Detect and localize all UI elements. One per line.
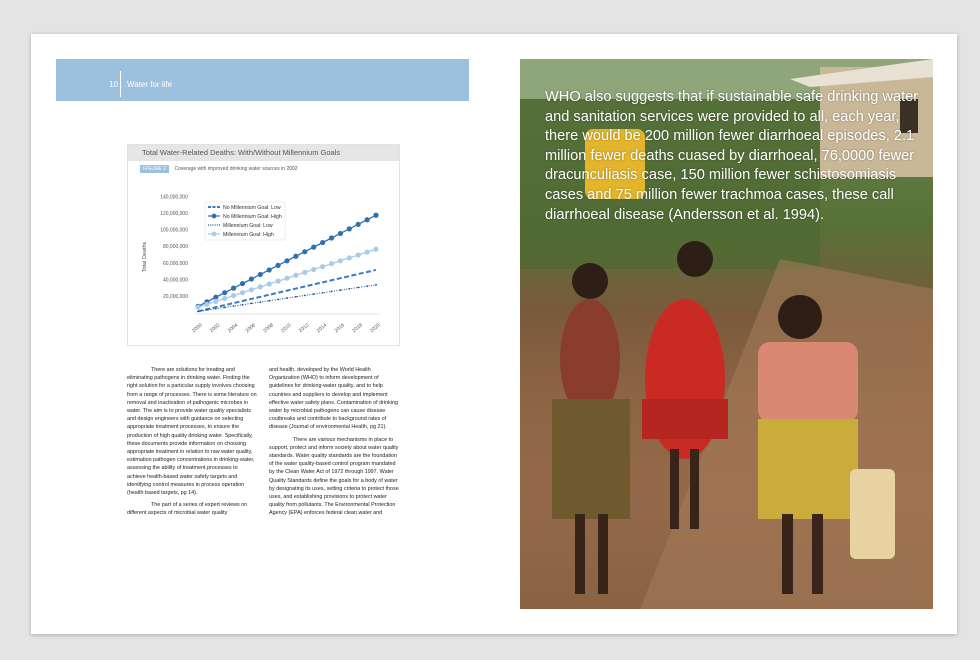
x-tick-label: 2020	[369, 322, 382, 335]
paragraph: The part of a series of expert reviews on different aspects of microbial water quality	[127, 502, 248, 517]
chart-title: Total Water-Related Deaths: With/Without Millennium Goals	[142, 148, 341, 157]
data-point	[293, 254, 298, 259]
data-point	[348, 288, 350, 290]
data-point	[251, 302, 253, 304]
y-tick-label: 80,000,000	[162, 244, 188, 251]
header-divider	[120, 71, 121, 97]
y-tick-label: 20,000,000	[162, 293, 188, 300]
data-point	[204, 302, 209, 307]
data-point	[222, 296, 227, 301]
data-point	[206, 309, 208, 311]
body-column-right	[269, 366, 399, 518]
x-tick-label: 2000	[191, 322, 204, 335]
x-tick-label: 2006	[244, 322, 257, 335]
data-point	[284, 258, 289, 263]
data-point	[233, 305, 235, 307]
data-point	[366, 285, 368, 287]
data-point	[313, 293, 315, 295]
y-tick-label: 60,000,000	[162, 260, 188, 267]
data-point	[340, 289, 342, 291]
data-point	[277, 299, 279, 301]
data-point	[276, 279, 281, 284]
y-tick-label: 100,000,000	[160, 227, 188, 234]
legend-entry: Millennium Goal: Low	[223, 222, 273, 229]
legend-entry: No Millennium Goal: High	[223, 213, 282, 220]
data-point	[311, 245, 316, 250]
data-point	[276, 263, 281, 268]
page-number: 10	[109, 80, 118, 89]
data-point	[320, 264, 325, 269]
data-point	[320, 240, 325, 245]
legend-marker	[212, 214, 217, 219]
data-point	[356, 222, 361, 227]
x-tick-label: 2010	[280, 322, 293, 335]
line-chart	[128, 145, 399, 345]
y-tick-label: 120,000,000	[160, 211, 188, 218]
data-point	[242, 304, 244, 306]
data-point	[347, 226, 352, 231]
figure-caption: Coverage with improved drinking water sources in 2002	[174, 166, 298, 172]
data-point	[375, 284, 377, 286]
y-tick-label: 40,000,000	[162, 277, 188, 284]
data-point	[365, 217, 370, 222]
x-tick-label: 2008	[262, 322, 275, 335]
data-point	[347, 255, 352, 260]
data-point	[284, 276, 289, 281]
data-point	[267, 267, 272, 272]
x-tick-label: 2018	[351, 322, 364, 335]
data-point	[213, 299, 218, 304]
figure-label: FIGURE 2	[140, 165, 169, 173]
data-point	[304, 295, 306, 297]
data-point	[249, 287, 254, 292]
data-point	[338, 258, 343, 263]
data-point	[322, 292, 324, 294]
data-point	[331, 291, 333, 293]
x-tick-label: 2012	[297, 322, 311, 335]
data-point	[295, 296, 297, 298]
data-point	[267, 281, 272, 286]
data-point	[224, 306, 226, 308]
data-point	[373, 247, 378, 252]
y-tick-label: 140,000,000	[160, 194, 188, 201]
data-point	[356, 252, 361, 257]
data-point	[293, 273, 298, 278]
x-tick-label: 2014	[315, 322, 329, 335]
paragraph: There are various mechanisms in place to support, protect and inform society about water quality standards. Water quality standards are the foundation of the water quality-based control program mandated by the Clean Water Act of 1972 through 1997. Water Quality Standards define the goals for a body of water by designating its uses, setting criteria to protect those uses, and establishing provisions to protect water quality from pollutants. The Environmental Protection Agency (EPA) enforces federal clean water and	[269, 436, 399, 517]
legend-marker	[212, 232, 217, 237]
paragraph: and health, developed by the World Health Organization (WHO) to inform development of guidelines for drinking-water quality, and to help countries and suppliers to develop and implement effective water safety plans. Contamination of drinking water by microbial pathogens can cause disease coutbreaks and contribute to background rates of disease (Journal of environmental Health, pg 21).	[269, 367, 399, 431]
data-point	[258, 284, 263, 289]
data-point	[240, 281, 245, 286]
paragraph: There are solutions for treating and eliminating pathogens in drinking water. Finding the right solution for a particular supply involves choosing from a range of processes. There is some literature on removal and inactivation of pathogenic microbes in water. The aim is to provide water quality specialists and design engineers with guidance on selecting appropriate treatment processes, to ensure the production of high quality drinking water. Specifically, these documents provide information on choosing appropriate treatment in relation to raw water quality, estimation pathogen concentrations in drinking-water, assessing the ability of treatment processes to achieve health-based water safety targets and identifying control measures in process operation (health based targets, pg 14).	[127, 367, 257, 497]
data-point	[259, 301, 261, 303]
page-header-band	[56, 59, 469, 101]
legend-entry: Millennium Goal: High	[223, 231, 274, 238]
data-point	[231, 286, 236, 291]
data-point	[231, 293, 236, 298]
data-point	[222, 290, 227, 295]
figure-chart	[127, 144, 400, 346]
x-tick-label: 2004	[226, 322, 240, 335]
data-point	[268, 300, 270, 302]
x-tick-label: 2002	[208, 322, 222, 335]
data-point	[302, 249, 307, 254]
data-point	[373, 213, 378, 218]
data-point	[357, 287, 359, 289]
legend-entry: No Millennium Goal: Low	[223, 204, 281, 211]
data-point	[195, 305, 200, 310]
data-point	[329, 235, 334, 240]
data-point	[311, 267, 316, 272]
data-point	[215, 308, 217, 310]
data-point	[329, 261, 334, 266]
data-point	[338, 231, 343, 236]
y-axis-label: Total Deaths	[142, 241, 148, 273]
section-title: Water for life	[127, 80, 173, 89]
data-point	[197, 310, 199, 312]
photo-quote: WHO also suggests that if sustainable safe drinking water and sanitation services were provided to all, each year, there would be 200 million fewer diarrhoeal episodes, 2.1 million fewer deaths cuased by diarrhoeal, 76,0000 fewer dracunculiasis case, 150 million fewer schistosomiasis cases and 75 million fewer trachmoa cases, these call diarrhoeal disease (Andersson et al. 1994).	[545, 89, 919, 223]
data-point	[365, 250, 370, 255]
data-point	[286, 297, 288, 299]
data-point	[249, 276, 254, 281]
data-point	[258, 272, 263, 277]
body-column-left	[127, 366, 257, 518]
data-point	[240, 290, 245, 295]
x-tick-label: 2016	[333, 322, 346, 335]
data-point	[302, 270, 307, 275]
